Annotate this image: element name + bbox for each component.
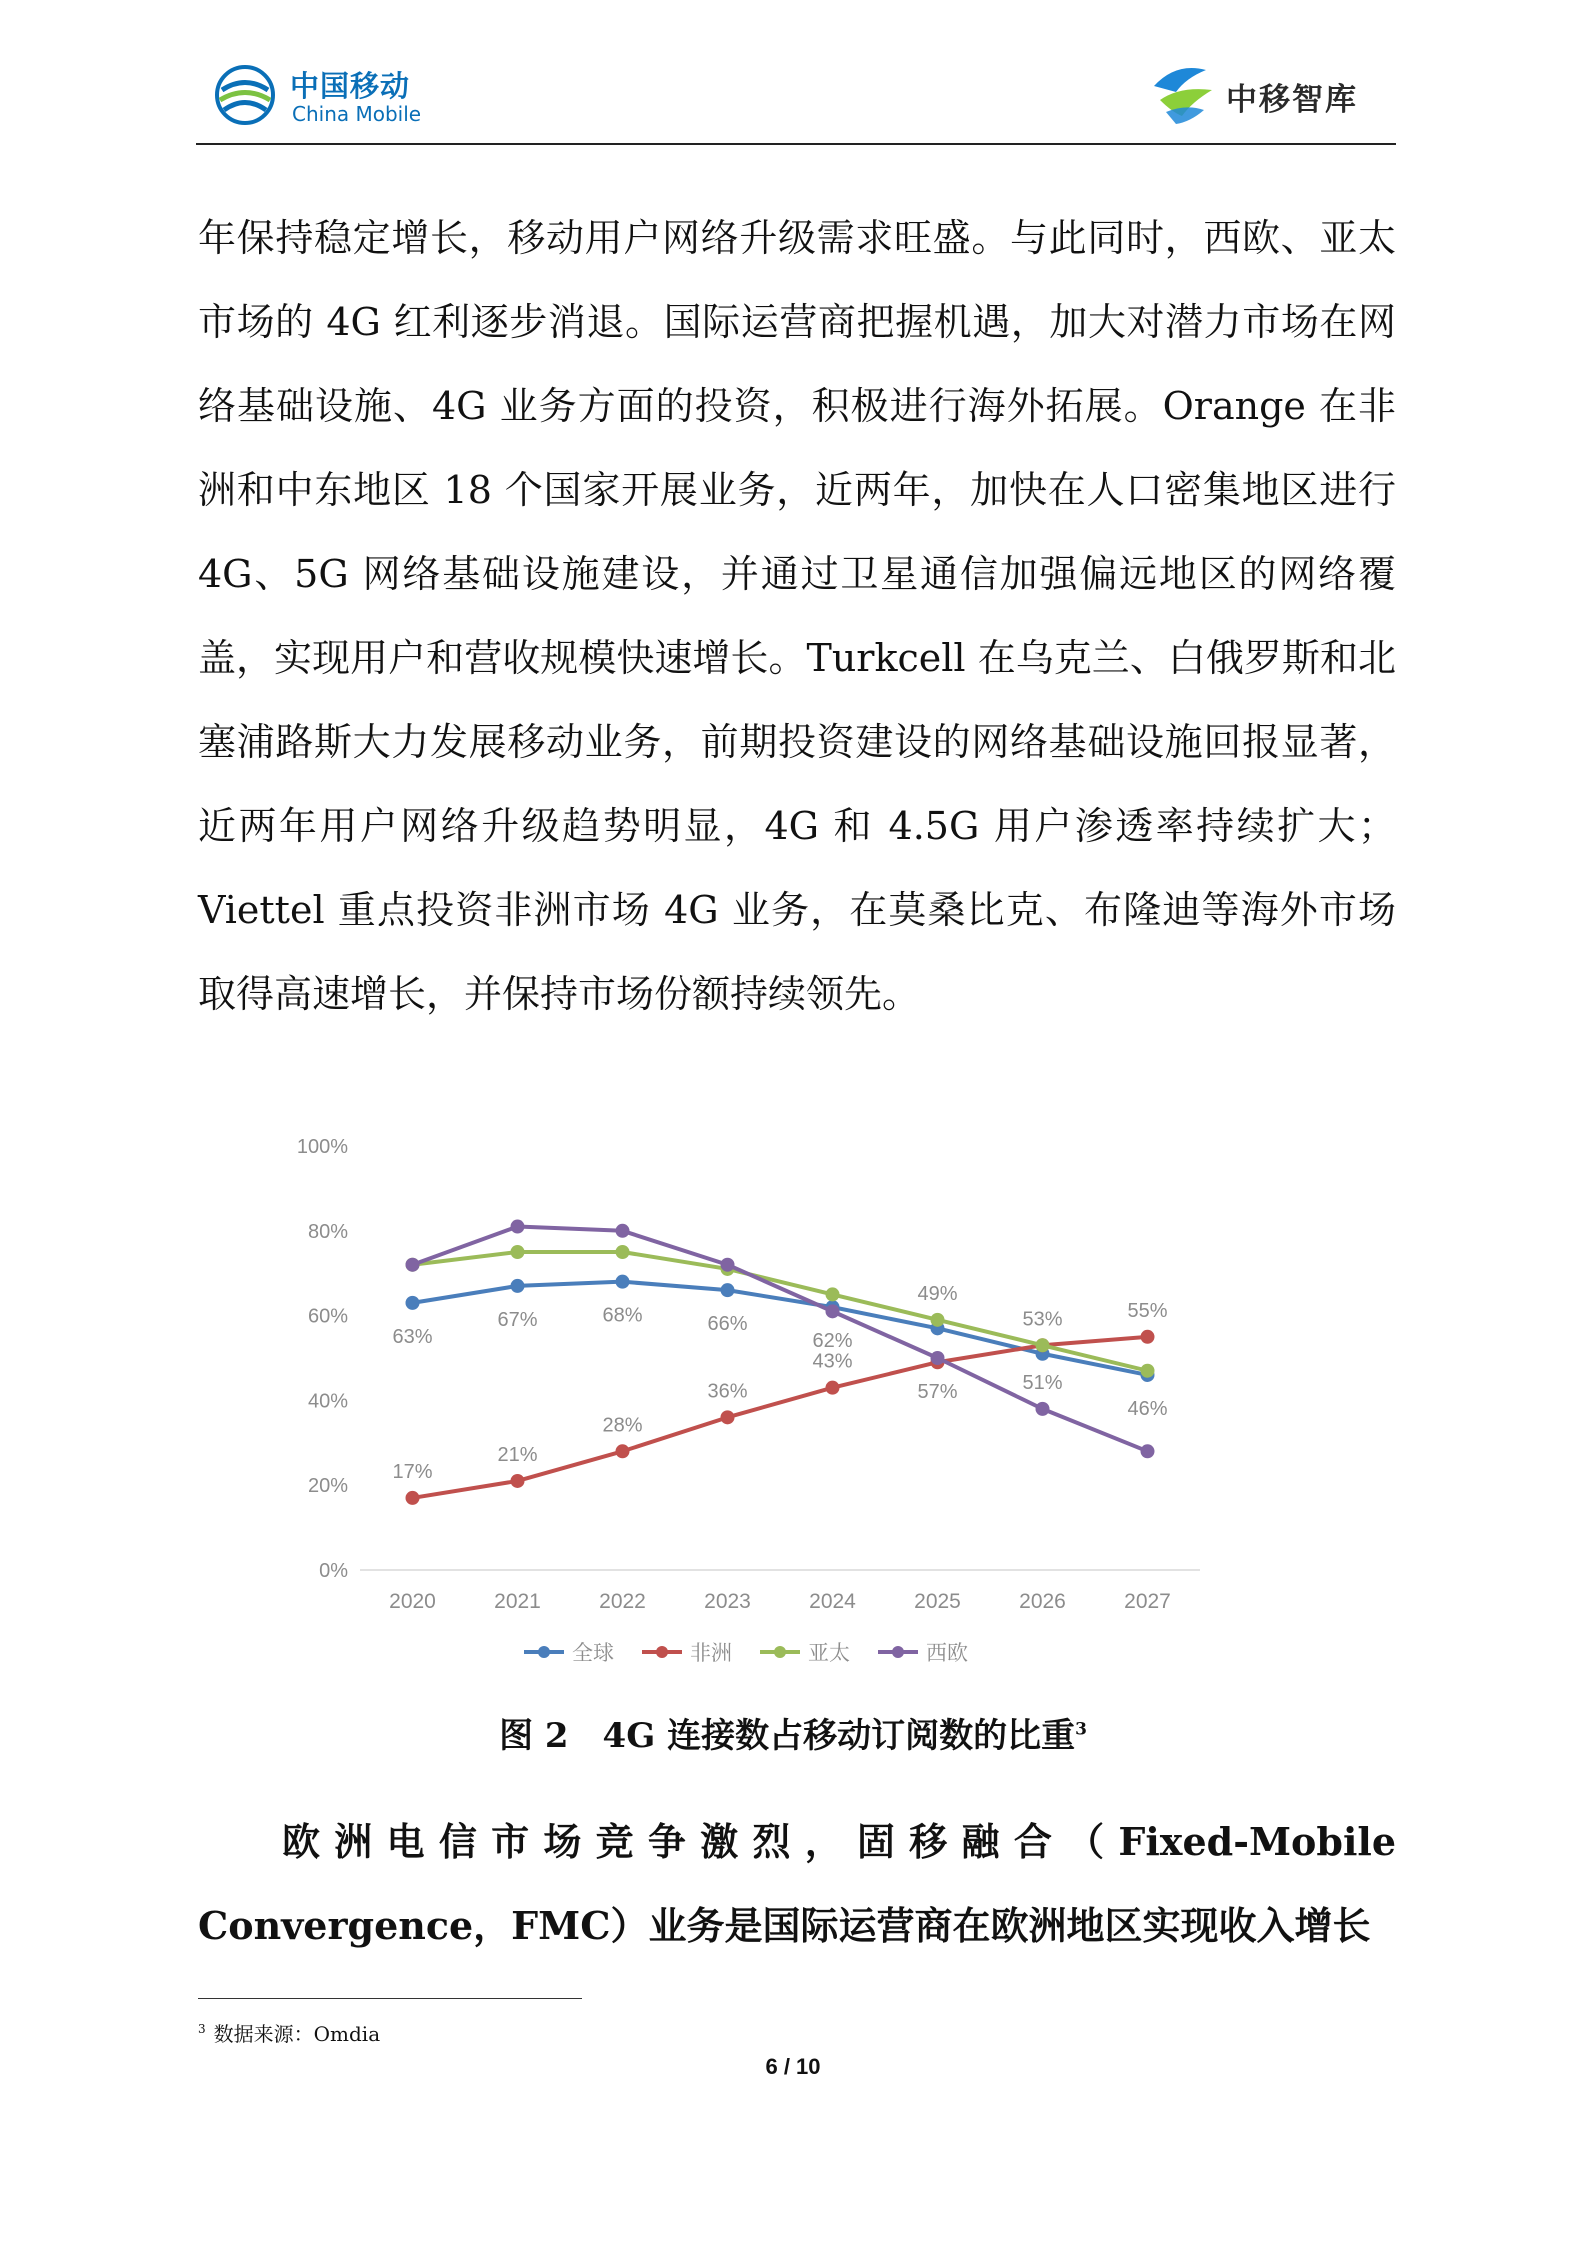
data-point	[931, 1351, 945, 1365]
legend-label: 非洲	[690, 1641, 732, 1665]
data-point	[1141, 1364, 1155, 1378]
data-label: 62%	[812, 1330, 853, 1353]
data-label: 51%	[1022, 1371, 1063, 1394]
legend-label: 亚太	[808, 1641, 850, 1665]
x-tick-label: 2024	[809, 1590, 856, 1613]
data-point	[616, 1245, 630, 1259]
data-label: 57%	[917, 1381, 958, 1403]
data-point	[931, 1313, 945, 1327]
data-point	[826, 1304, 840, 1318]
data-label: 53%	[1022, 1308, 1063, 1331]
data-point	[406, 1296, 420, 1310]
footnote-divider	[198, 1998, 582, 1999]
page-number: 6 / 10	[765, 2054, 821, 2079]
y-tick-label: 40%	[307, 1390, 348, 1413]
data-point	[511, 1279, 525, 1293]
body-paragraph-2	[198, 1800, 1396, 1968]
data-label: 66%	[707, 1313, 748, 1336]
think-tank-logo-cn: 中移智库	[1226, 82, 1358, 118]
data-label: 67%	[497, 1308, 538, 1331]
data-point	[721, 1283, 735, 1297]
series-line-3	[413, 1227, 1148, 1452]
data-point	[511, 1474, 525, 1488]
data-label: 21%	[497, 1443, 538, 1466]
data-label: 55%	[1127, 1299, 1168, 1322]
x-tick-label: 2022	[599, 1590, 646, 1613]
china-mobile-logo-en: China Mobile	[292, 102, 422, 126]
data-label: 43%	[812, 1350, 853, 1373]
body-paragraph-1	[198, 196, 1396, 1036]
data-label: 36%	[707, 1380, 748, 1403]
data-label: 49%	[917, 1282, 958, 1305]
legend-label: 全球	[572, 1641, 614, 1665]
data-point	[1036, 1338, 1050, 1352]
legend-marker	[538, 1646, 550, 1658]
x-tick-label: 2026	[1019, 1590, 1066, 1613]
x-tick-label: 2027	[1124, 1590, 1171, 1613]
x-tick-label: 2021	[494, 1590, 541, 1613]
data-point	[511, 1220, 525, 1234]
zhongyi-think-tank-logo	[1146, 56, 1396, 136]
data-point	[616, 1444, 630, 1458]
data-label: 28%	[602, 1414, 643, 1437]
data-point	[406, 1491, 420, 1505]
data-label: 63%	[392, 1325, 433, 1348]
data-point	[616, 1224, 630, 1238]
caption-text: 图 2 4G 连接数占移动订阅数的比重	[499, 1716, 1076, 1756]
y-tick-label: 80%	[307, 1220, 348, 1243]
paragraph-text: 年保持稳定增长，移动用户网络升级需求旺盛。与此同时，西欧、亚太市场的 4G 红利逐步消退。国际运营商把握机遇，加大对潜力市场在网络基础设施、4G 业务方面的投资，积极进行海外拓展。Orange 在非洲和中东地区 18 个国家开展业务，近两年，加快在人口密集地区进行 4G、5G 网络基础设施建设，并通过卫星通信加强偏远地区的网络覆盖，实现用户和营收规模快速增长。Turkcell 在乌克兰、白俄罗斯和北塞浦路斯大力发展移动业务，前期投资建设的网络基础设施回报显著，近两年用户网络升级趋势明显，4G 和 4.5G 用户渗透率持续扩大；Viettel 重点投资非洲市场 4G 业务，在莫桑比克、布隆迪等海外市场取得高速增长，并保持市场份额持续领先。	[198, 216, 1396, 1016]
line-chart	[280, 1110, 1240, 1680]
data-point	[1141, 1330, 1155, 1344]
footnote-text: 数据来源：Omdia	[213, 2022, 381, 2046]
figure-caption	[0, 1708, 1586, 1757]
china-mobile-logo-cn: 中国移动	[290, 69, 411, 103]
data-point	[511, 1245, 525, 1259]
y-tick-label: 100%	[296, 1136, 348, 1158]
x-tick-label: 2023	[704, 1590, 751, 1613]
data-point	[826, 1287, 840, 1301]
china-mobile-logo	[210, 60, 540, 130]
legend-marker	[892, 1646, 904, 1658]
data-point	[616, 1275, 630, 1289]
data-label: 17%	[392, 1460, 433, 1483]
series-line-1	[413, 1337, 1148, 1498]
data-label: 68%	[602, 1304, 643, 1327]
think-tank-logo-icon	[1146, 56, 1222, 132]
x-tick-label: 2025	[914, 1590, 961, 1613]
data-point	[721, 1410, 735, 1424]
paragraph-text: 欧洲电信市场竞争激烈，固移融合（Fixed-Mobile Convergence，FMC）业务是国际运营商在欧洲地区实现收入增长	[198, 1819, 1396, 1948]
legend-marker	[774, 1646, 786, 1658]
legend-label: 西欧	[926, 1641, 968, 1665]
y-tick-label: 60%	[307, 1305, 348, 1328]
china-mobile-logo-icon	[210, 60, 280, 130]
caption-footnote-mark: 3	[1075, 1719, 1087, 1740]
data-point	[1036, 1402, 1050, 1416]
y-tick-label: 20%	[307, 1475, 348, 1498]
footnote-mark: 3	[198, 2022, 206, 2037]
legend-marker	[656, 1646, 668, 1658]
data-point	[826, 1381, 840, 1395]
page-header	[196, 52, 1396, 144]
data-point	[406, 1258, 420, 1272]
data-point	[1141, 1444, 1155, 1458]
x-tick-label: 2020	[389, 1590, 436, 1613]
header-divider	[196, 143, 1396, 145]
y-tick-label: 0%	[319, 1560, 348, 1582]
data-point	[721, 1258, 735, 1272]
footnote	[198, 2018, 380, 2047]
data-label: 46%	[1127, 1397, 1168, 1420]
